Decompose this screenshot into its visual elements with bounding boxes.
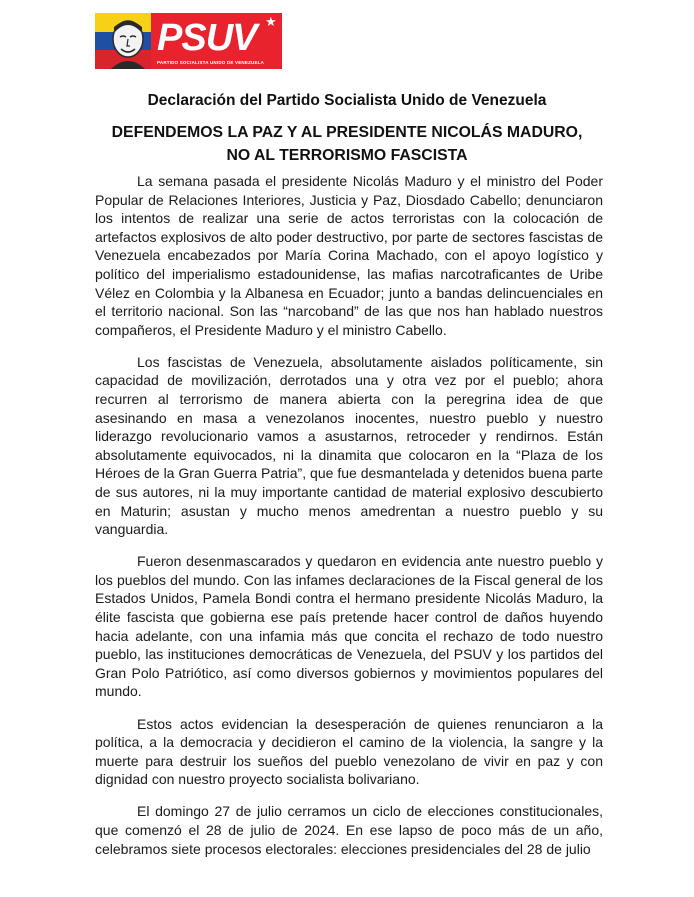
- headline-line-2: NO AL TERRORISMO FASCISTA: [226, 147, 468, 164]
- headline-line-1: DEFENDEMOS LA PAZ Y AL PRESIDENTE NICOLÁS MADURO,: [111, 124, 583, 141]
- paragraph: Estos actos evidencian la desesperación de quienes renunciaron a la política, a la democracia y decidieron el camino de la violencia, la sangre y la muerte para destruir los sueños del pueblo venezolano de vivir en paz y con dignidad con nuestro proyecto socialista bolivariano.: [95, 715, 603, 788]
- declaration-body: [95, 172, 603, 872]
- portrait-icon: [101, 15, 155, 69]
- declaration-headline: [0, 121, 694, 167]
- paragraph: El domingo 27 de julio cerramos un ciclo de elecciones constitucionales, que comenzó el 28 de julio de 2024. En ese lapso de poco más de un año, celebramos siete procesos electorales: elecciones presidenciales del 28 de julio: [95, 803, 603, 857]
- star-icon: ★: [265, 14, 277, 29]
- declaration-subtitle: Declaración del Partido Socialista Unido de Venezuela: [147, 92, 547, 109]
- logo-tagline: PARTIDO SOCIALISTA UNIDO DE VENEZUELA: [157, 60, 265, 65]
- logo-brand-text: PSUV: [157, 17, 257, 59]
- paragraph: Fueron desenmascarados y quedaron en evidencia ante nuestro pueblo y los pueblos del mundo. Con las infames declaraciones de la Fiscal general de los Estados Unidos, Pamela Bondi contra el hermano presidente Nicolás Maduro, la élite fascista que gobierna ese país pretende hacer control de daños huyendo hacia adelante, con una infamia más que concita el rechazo de todo nuestro pueblo, las instituciones democráticas de Venezuela, del PSUV y los partidos del Gran Polo Patriótico, así como diversos gobiernos y movimientos populares del mundo.: [95, 553, 603, 700]
- paragraph: La semana pasada el presidente Nicolás Maduro y el ministro del Poder Popular de Relaciones Interiores, Justicia y Paz, Diosdado Cabello; denunciaron los intentos de realizar una serie de actos terroristas con la colocación de artefactos explosivos de alto poder destructivo, por parte de sectores fascistas de Venezuela encabezados por María Corina Machado, con el apoyo logístico y político del imperialismo estadounidense, las mafias narcotraficantes de Uribe Vélez en Colombia y la Albanesa en Ecuador; junto a bandas delincuenciales en el territorio nacional. Son las “narcoband” de las que nos han hablado nuestros compañeros, el Presidente Maduro y el ministro Cabello.: [95, 173, 603, 338]
- psuv-logo: [95, 13, 282, 69]
- paragraph: Los fascistas de Venezuela, absolutamente aislados políticamente, sin capacidad de movilización, derrotados una y otra vez por el pueblo; ahora recurren al terrorismo de manera abierta con la peregrina idea de que asesinando en masa a venezolanos inocentes, nuestro pueblo y nuestro liderazgo revolucionario vamos a asustarnos, retroceder y rendirnos. Están absolutamente equivocados, ni la dinamita que colocaron en la “Plaza de los Héroes de la Gran Guerra Patria”, que fue desmantelada y detenidos buena parte de sus autores, ni la muy importante cantidad de material explosivo descubierto en Maturin; asustan y mucho menos amedrentan a nuestro pueblo y su vanguardia.: [95, 353, 603, 538]
